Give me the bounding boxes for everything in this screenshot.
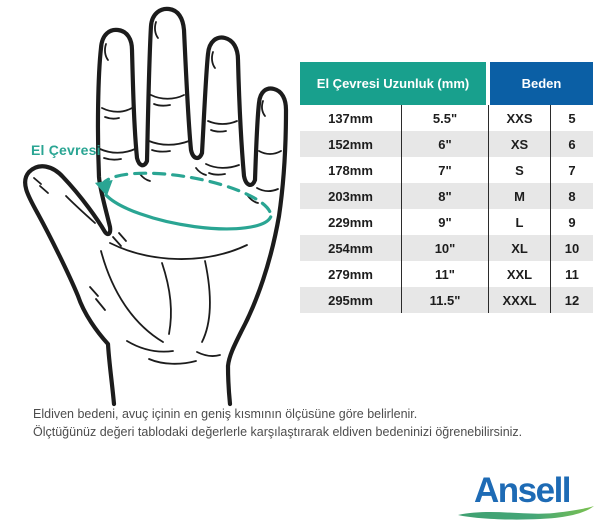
cell-mm: 152mm <box>300 131 402 157</box>
cell-size-letter: L <box>489 209 551 235</box>
size-table-body <box>300 105 593 313</box>
cell-inch: 5.5" <box>402 105 489 131</box>
cell-size-letter: S <box>489 157 551 183</box>
hand-illustration <box>0 0 300 415</box>
size-table-header <box>300 62 593 105</box>
cell-mm: 254mm <box>300 235 402 261</box>
cell-size-letter: XXXL <box>489 287 551 313</box>
table-row <box>300 209 593 235</box>
cell-size-letter: XXS <box>489 105 551 131</box>
table-row <box>300 105 593 131</box>
cell-inch: 10" <box>402 235 489 261</box>
cell-size-number: 9 <box>568 214 576 230</box>
table-row <box>300 287 593 313</box>
cell-size-number: 10 <box>564 240 580 256</box>
ansell-logo <box>456 471 596 520</box>
cell-mm: 279mm <box>300 261 402 287</box>
cell-mm: 178mm <box>300 157 402 183</box>
table-row <box>300 131 593 157</box>
footnote <box>33 405 593 441</box>
cell-size-number: 6 <box>568 136 576 152</box>
table-row <box>300 235 593 261</box>
cell-size-number: 5 <box>568 110 576 126</box>
cell-mm: 295mm <box>300 287 402 313</box>
cell-inch: 9" <box>402 209 489 235</box>
cell-size-letter: XL <box>489 235 551 261</box>
cell-size-number: 7 <box>568 162 576 178</box>
circumference-label: El Çevresi <box>31 142 101 158</box>
table-row <box>300 183 593 209</box>
table-row <box>300 261 593 287</box>
cell-inch: 6" <box>402 131 489 157</box>
cell-inch: 7" <box>402 157 489 183</box>
ansell-logo-text: Ansell <box>474 471 571 510</box>
cell-mm: 137mm <box>300 105 402 131</box>
hand-outline <box>25 9 286 404</box>
cell-inch: 11.5" <box>402 287 489 313</box>
header-measurement: El Çevresi Uzunluk (mm) <box>300 62 486 105</box>
footnote-line-1: Eldiven bedeni, avuç içinin en geniş kısmının ölçüsüne göre belirlenir. <box>33 407 418 421</box>
footnote-line-2: Ölçtüğünüz değeri tablodaki değerlerle karşılaştırarak eldiven bedeninizi öğrenebilirsiniz. <box>33 425 523 439</box>
cell-mm: 229mm <box>300 209 402 235</box>
cell-inch: 11" <box>402 261 489 287</box>
cell-size-number: 12 <box>564 292 580 308</box>
cell-size-letter: XS <box>489 131 551 157</box>
header-size: Beden <box>490 62 593 105</box>
cell-size-number: 8 <box>568 188 576 204</box>
cell-size-letter: XXL <box>489 261 551 287</box>
hand-drawing <box>0 0 300 415</box>
cell-size-letter: M <box>489 183 551 209</box>
table-row <box>300 157 593 183</box>
cell-size-number: 11 <box>565 266 579 282</box>
size-table <box>300 62 593 313</box>
cell-mm: 203mm <box>300 183 402 209</box>
cell-inch: 8" <box>402 183 489 209</box>
